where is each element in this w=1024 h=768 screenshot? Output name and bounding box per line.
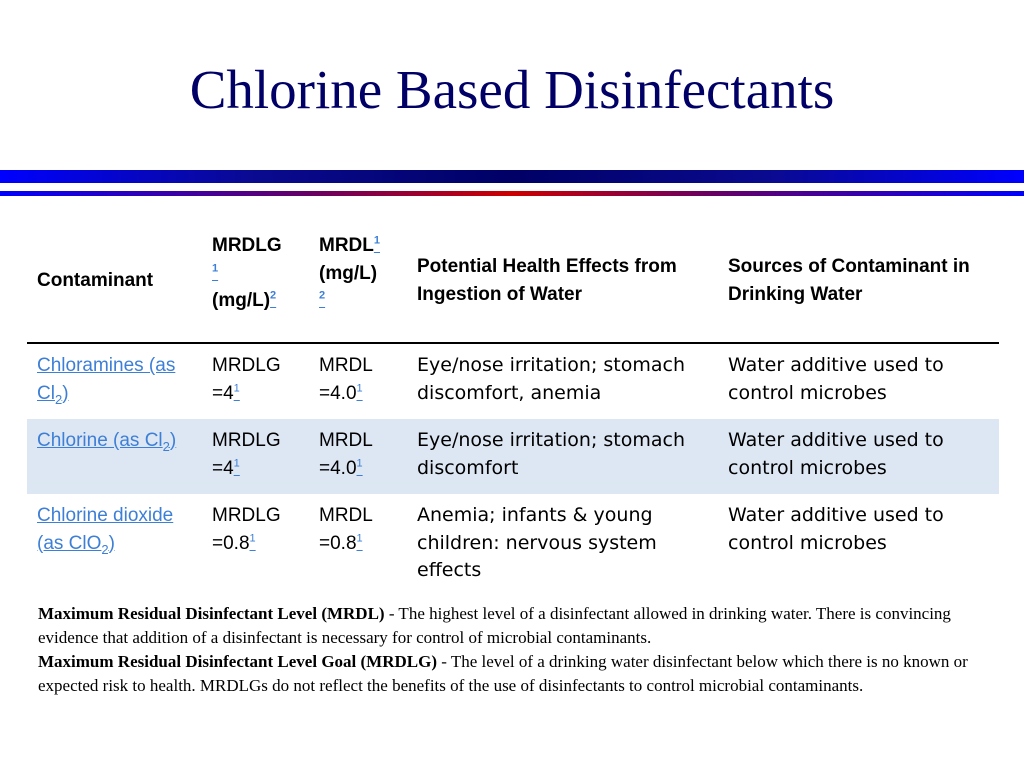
footnote-link[interactable]: 1 — [233, 382, 240, 395]
sources-cell: Water additive used to control microbes — [728, 354, 944, 404]
footnote-link[interactable]: 1 — [233, 457, 240, 470]
footnote-link[interactable]: 1 — [356, 457, 363, 470]
title-rule-red — [0, 191, 1024, 196]
health-effects-cell: Eye/nose irritation; stomach discomfort — [407, 419, 718, 494]
footnote-link[interactable]: 2 — [270, 289, 277, 302]
mrdl-cell: MRDL $=4.0^1$ — [319, 355, 373, 404]
header-mrdlg: MRDLG $^1$ $(mg/L)^2$ — [202, 220, 309, 343]
sources-cell: Water additive used to control microbes — [728, 504, 944, 554]
mrdl-cell: MRDL $=4.0^1$ — [309, 419, 407, 494]
footnote-link[interactable]: 1 — [212, 262, 219, 275]
table-header-row — [27, 220, 999, 343]
footnote-link[interactable]: 1 — [356, 382, 363, 395]
mrdlg-definition: - The level of a drinking water disinfectant below which there is no known or expected risk to health. MRDLGs do not reflect the benefits of the use of disinfectants to control microbial contaminants. — [38, 652, 968, 695]
contaminant-link[interactable]: Chloramines (as $Cl_2$) — [37, 355, 176, 407]
table-row — [27, 494, 999, 600]
mrdlg-cell: MRDLG $=4^1$ — [202, 419, 309, 494]
mrdl-definition: - The highest level of a disinfectant allowed in drinking water. There is convincing evidence that addition of a disinfectant is necessary for control of microbial contaminants. — [38, 604, 951, 647]
mrdl-cell: MRDL $=0.8^1$ — [319, 505, 373, 554]
footnote-link[interactable]: 2 — [319, 289, 326, 302]
header-health-effects: Potential Health Effects from Ingestion of Water — [407, 220, 718, 343]
header-sources: Sources of Contaminant in Drinking Water — [718, 220, 999, 343]
slide-title: Chlorine Based Disinfectants — [189, 59, 835, 120]
contaminant-cell — [27, 494, 202, 600]
mrdl-term: Maximum Residual Disinfectant Level (MRDL) — [38, 604, 385, 623]
footnote-link[interactable]: 1 — [373, 234, 381, 247]
sources-cell: Water additive used to control microbes — [718, 419, 999, 494]
header-mrdl: MRDL$^1$ (mg/L) $^2$ — [309, 220, 407, 343]
health-effects-cell: Eye/nose irritation; stomach discomfort, anemia — [417, 354, 686, 404]
mrdlg-term: Maximum Residual Disinfectant Level Goal (MRDLG) — [38, 652, 437, 671]
contaminant-link[interactable]: Chlorine dioxide (as ClO$_2$) — [37, 505, 174, 557]
table-row — [27, 343, 999, 419]
definitions-footnote — [38, 602, 998, 698]
title-rule-navy — [0, 170, 1024, 183]
contaminant-table — [27, 220, 999, 600]
table-row — [27, 419, 999, 494]
contaminant-cell — [27, 343, 202, 419]
header-contaminant: Contaminant — [27, 220, 202, 343]
footnote-link[interactable]: 1 — [356, 532, 363, 545]
health-effects-cell: Anemia; infants & young children: nervous system effects — [417, 504, 657, 582]
mrdlg-cell: MRDLG $=0.8^1$ — [212, 505, 281, 554]
contaminant-cell — [27, 419, 202, 494]
footnote-link[interactable]: 1 — [249, 532, 256, 545]
mrdlg-cell: MRDLG $=4^1$ — [212, 355, 281, 404]
contaminant-link[interactable]: Chlorine (as $Cl_2$) — [37, 430, 177, 454]
